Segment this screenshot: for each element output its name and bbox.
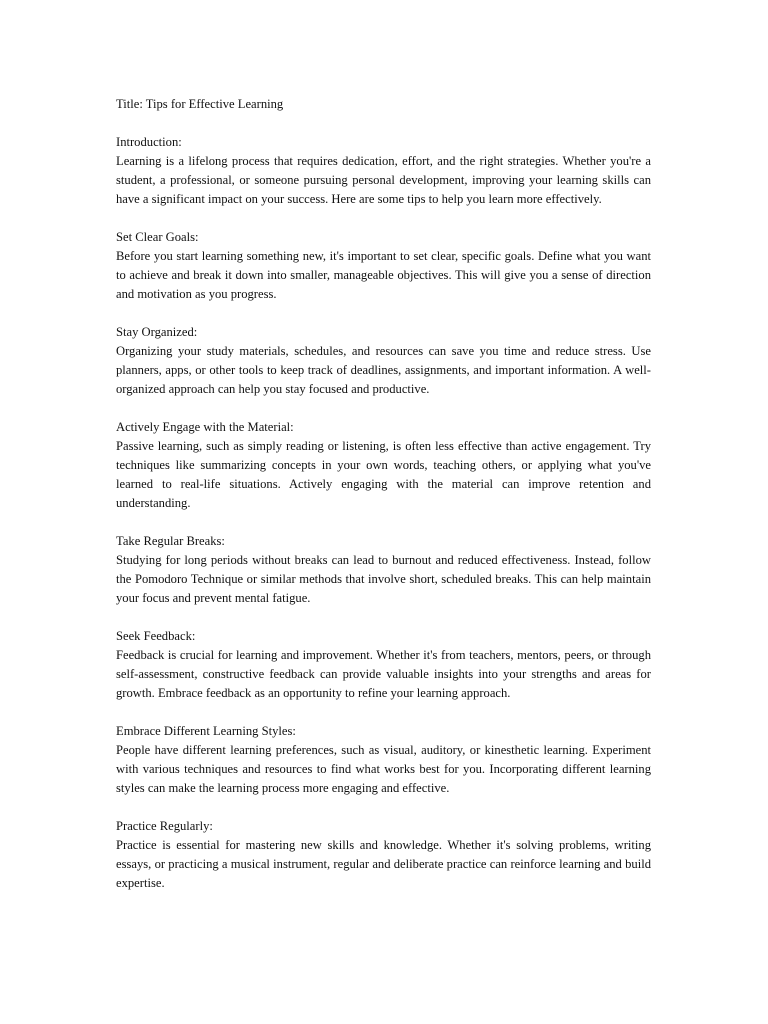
section-body: Practice is essential for mastering new skills and knowledge. Whether it's solving problems, writing essays, or practicing a musical instrument, regular and deliberate practice can reinforce learning and build expertise. — [116, 838, 651, 890]
section-heading: Take Regular Breaks: — [116, 534, 225, 548]
section-body: Organizing your study materials, schedules, and resources can save you time and reduce stress. Use planners, apps, or other tools to keep track of deadlines, assignments, and important information. A well-organized approach can help you stay focused and productive. — [116, 344, 651, 396]
document-page — [116, 95, 651, 912]
section-heading: Embrace Different Learning Styles: — [116, 724, 296, 738]
section-body: Learning is a lifelong process that requires dedication, effort, and the right strategies. Whether you're a student, a professional, or someone pursuing personal development, improving your learning skills can have a significant impact on your success. Here are some tips to help you learn more effectively. — [116, 154, 651, 206]
section-body: Before you start learning something new, it's important to set clear, specific goals. Define what you want to achieve and break it down into smaller, manageable objectives. This will give you a sense of direction and motivation as you progress. — [116, 249, 651, 301]
section-body: People have different learning preferences, such as visual, auditory, or kinesthetic learning. Experiment with various techniques and resources to find what works best for you. Incorporating different learning styles can make the learning process more engaging and effective. — [116, 743, 651, 795]
section-heading: Practice Regularly: — [116, 819, 213, 833]
section-take-regular-breaks — [116, 532, 651, 608]
section-stay-organized — [116, 323, 651, 399]
section-set-clear-goals — [116, 228, 651, 304]
section-body: Studying for long periods without breaks can lead to burnout and reduced effectiveness. Instead, follow the Pomodoro Technique or similar methods that involve short, scheduled breaks. This can help maintain your focus and prevent mental fatigue. — [116, 553, 651, 605]
section-heading: Seek Feedback: — [116, 629, 196, 643]
section-body: Feedback is crucial for learning and improvement. Whether it's from teachers, mentors, peers, or through self-assessment, constructive feedback can provide valuable insights into your strengths and areas for growth. Embrace feedback as an opportunity to refine your learning approach. — [116, 648, 651, 700]
section-body: Passive learning, such as simply reading or listening, is often less effective than active engagement. Try techniques like summarizing concepts in your own words, teaching others, or applying what you've learned to real-life situations. Actively engaging with the material can improve retention and understanding. — [116, 439, 651, 510]
document-title: Title: Tips for Effective Learning — [116, 97, 284, 111]
section-heading: Actively Engage with the Material: — [116, 420, 294, 434]
section-actively-engage — [116, 418, 651, 513]
section-learning-styles — [116, 722, 651, 798]
section-heading: Set Clear Goals: — [116, 230, 199, 244]
section-seek-feedback — [116, 627, 651, 703]
section-introduction — [116, 133, 651, 209]
section-practice-regularly — [116, 817, 651, 893]
section-heading: Introduction: — [116, 135, 182, 149]
section-heading: Stay Organized: — [116, 325, 198, 339]
